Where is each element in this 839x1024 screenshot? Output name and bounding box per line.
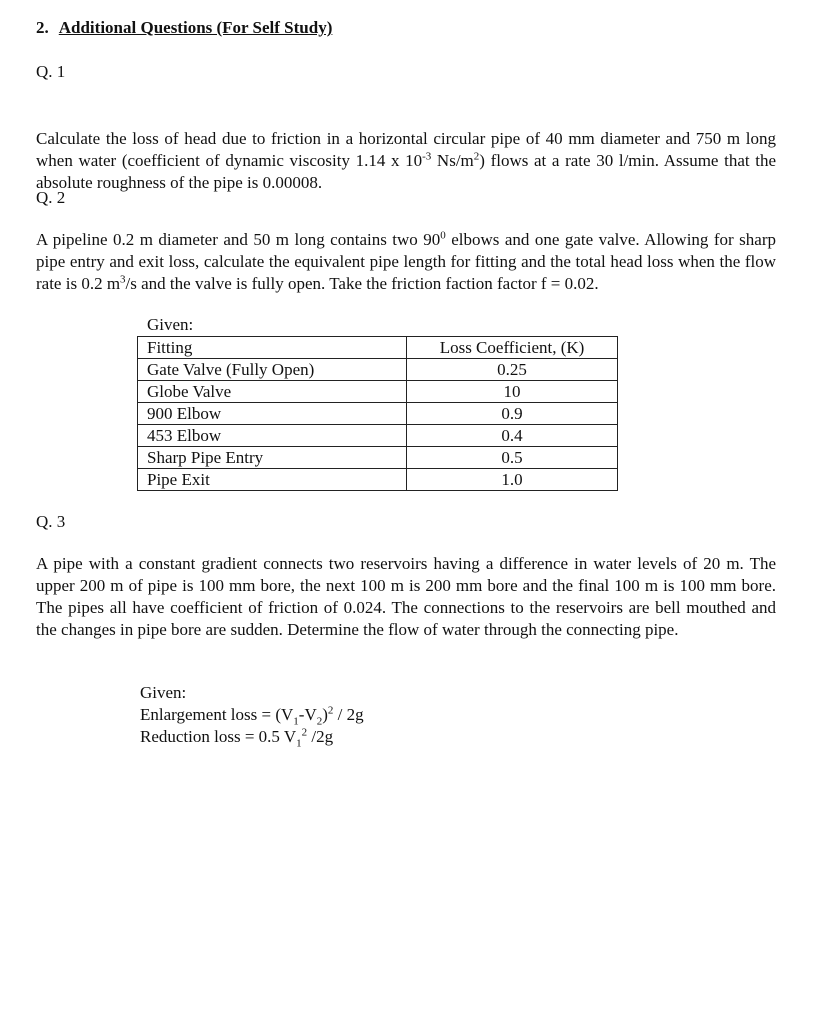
question-3-label: Q. 3 [36,512,66,531]
loss-coefficient-cell: 1.0 [407,469,618,491]
text-segment: 3 [120,273,126,286]
text-segment: /s and the valve is fully open. Take the friction faction factor f = 0.02. [125,274,599,293]
text-segment: 1 [293,715,299,728]
loss-coefficient-cell: 0.4 [407,425,618,447]
fitting-cell: Gate Valve (Fully Open) [138,359,407,381]
table-row [138,425,618,447]
text-segment: A pipe with a constant gradient connects two reservoirs having a difference in water levels of 20 m. The upper 200 m of pipe is 100 mm bore, the next 100 m is 200 mm bore and the final 100 m is 100 mm bore. The pipes all have coefficient of friction of 0.024. The connections to the reservoirs are bell mouthed and the changes in pipe bore are sudden. Determine the flow of water through the connecting pipe. [36,554,776,639]
text-segment: Ns/m [431,151,474,170]
fitting-cell: 453 Elbow [138,425,407,447]
section-title: Additional Questions (For Self Study) [58,18,333,37]
question-2-given-label: Given: [147,315,194,334]
table-row [138,359,618,381]
loss-coefficient-cell: 0.25 [407,359,618,381]
loss-coefficient-cell: 10 [407,381,618,403]
section-number: 2. [36,18,49,37]
table-row [138,447,618,469]
question-2-text [36,229,776,295]
column-header-loss-coefficient: Loss Coefficient, (K) [407,337,618,359]
loss-coefficient-cell: 0.9 [407,403,618,425]
text-segment: 2 [327,704,334,717]
text-segment: Calculate the loss of head due to friction in a horizontal circular pipe of 40 mm diameter and 750 m long when water (coefficient of dynamic viscosity 1.14 x 10 [36,129,776,170]
text-segment: 0 [440,229,446,242]
reduction-loss-formula [140,726,364,748]
fitting-cell: Globe Valve [138,381,407,403]
text-segment: ) [322,705,328,724]
fitting-cell: Pipe Exit [138,469,407,491]
section-heading [36,18,332,38]
text-segment: 2 [316,715,323,728]
text-segment: / 2g [333,705,364,724]
fitting-cell: 900 Elbow [138,403,407,425]
loss-coefficient-cell: 0.5 [407,447,618,469]
question-3-given-label: Given: [140,683,187,702]
question-1-label: Q. 1 [36,62,66,81]
table-row [138,469,618,491]
text-segment: elbows and one gate valve. Allowing for sharp pipe entry and exit loss, calculate the equivalent pipe length for fitting and the total head loss when the flow rate is 0.2 m [36,230,776,293]
question-2-label: Q. 2 [36,188,66,207]
text-segment: 2 [473,150,480,163]
text-segment: A pipeline 0.2 m diameter and 50 m long contains two 90 [36,230,441,249]
question-1-text [36,128,776,194]
text-segment: 2 [301,726,308,739]
text-segment: 1 [296,737,302,750]
table-header-row [138,337,618,359]
text-segment: -3 [422,150,432,163]
text-segment: Enlargement loss = (V [140,705,294,724]
text-segment: /2g [307,727,334,746]
question-3-given [140,682,364,748]
loss-coefficient-table [137,336,618,491]
text-segment: Reduction loss = 0.5 V [140,727,297,746]
enlargement-loss-formula [140,704,364,726]
table-row [138,403,618,425]
column-header-fitting: Fitting [138,337,407,359]
fitting-cell: Sharp Pipe Entry [138,447,407,469]
text-segment: -V [298,705,317,724]
text-segment: ) flows at a rate 30 l/min. Assume that the absolute roughness of the pipe is 0.00008. [36,151,777,192]
question-3-text [36,553,776,641]
table-row [138,381,618,403]
